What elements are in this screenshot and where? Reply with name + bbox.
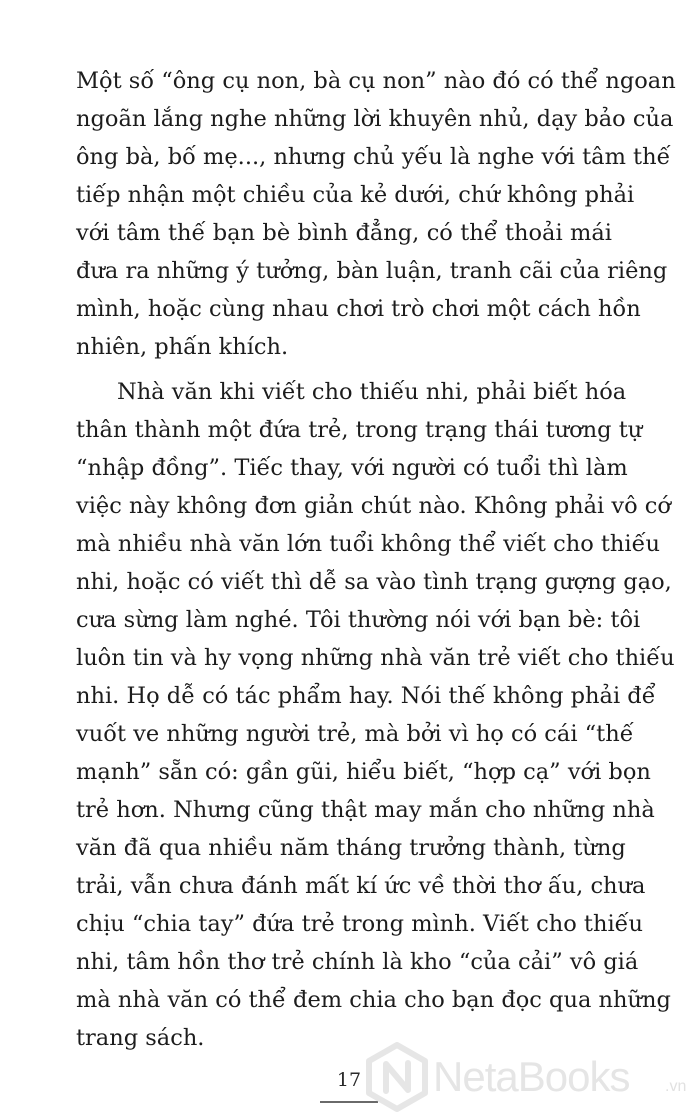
text-line: Nhà văn khi viết cho thiếu nhi, phải biết hóa bbox=[117, 379, 627, 405]
text-line: thân thành một đứa trẻ, trong trạng thái tương tự bbox=[76, 417, 643, 443]
text-line: mà nhiều nhà văn lớn tuổi không thể viết cho thiếu bbox=[76, 531, 660, 557]
text-line: tiếp nhận một chiều của kẻ dưới, chứ không phải bbox=[76, 182, 635, 208]
text-line: đưa ra những ý tưởng, bàn luận, tranh cãi của riêng bbox=[76, 258, 668, 284]
text-line: nhi, hoặc có viết thì dễ sa vào tình trạng gượng gạo, bbox=[76, 569, 672, 595]
netabooks-logo-icon bbox=[365, 1042, 429, 1112]
text-line: cưa sừng làm nghé. Tôi thường nói với bạn bè: tôi bbox=[76, 607, 641, 633]
text-line: mình, hoặc cùng nhau chơi trò chơi một cách hồn bbox=[76, 296, 641, 322]
text-line: ngoãn lắng nghe những lời khuyên nhủ, dạy bảo của bbox=[76, 106, 674, 132]
text-line: mạnh” sẵn có: gần gũi, hiểu biết, “hợp cạ” với bọn bbox=[76, 759, 651, 785]
text-line: văn đã qua nhiều năm tháng trưởng thành, từng bbox=[76, 835, 626, 861]
text-line: việc này không đơn giản chút nào. Không phải vô cớ bbox=[76, 493, 671, 519]
text-line: với tâm thế bạn bè bình đẳng, có thể thoải mái bbox=[76, 220, 612, 246]
text-line: nhi, tâm hồn thơ trẻ chính là kho “của cải” vô giá bbox=[76, 949, 639, 975]
text-line: mà nhà văn có thể đem chia cho bạn đọc qua những bbox=[76, 987, 671, 1013]
text-line: trẻ hơn. Nhưng cũng thật may mắn cho những nhà bbox=[76, 797, 655, 823]
text-line: luôn tin và hy vọng những nhà văn trẻ viết cho thiếu bbox=[76, 645, 675, 671]
watermark bbox=[365, 1042, 695, 1112]
page-number: 17 bbox=[336, 1069, 362, 1091]
watermark-domain: .vn bbox=[665, 1078, 687, 1095]
text-line: chịu “chia tay” đứa trẻ trong mình. Viết cho thiếu bbox=[76, 911, 643, 937]
text-line: vuốt ve những người trẻ, mà bởi vì họ có cái “thế bbox=[76, 721, 634, 747]
text-line: trải, vẫn chưa đánh mất kí ức về thời thơ ấu, chưa bbox=[76, 873, 646, 899]
text-line: nhi. Họ dễ có tác phẩm hay. Nói thế không phải để bbox=[76, 683, 656, 709]
text-line: ông bà, bố mẹ..., nhưng chủ yếu là nghe với tâm thế bbox=[76, 144, 671, 170]
text-line: “nhập đồng”. Tiếc thay, với người có tuổi thì làm bbox=[76, 455, 628, 481]
text-line: trang sách. bbox=[76, 1025, 205, 1051]
text-line: Một số “ông cụ non, bà cụ non” nào đó có thể ngoan bbox=[76, 68, 676, 94]
text-line: nhiên, phấn khích. bbox=[76, 334, 289, 360]
watermark-brand: NetaBooks bbox=[433, 1053, 630, 1100]
